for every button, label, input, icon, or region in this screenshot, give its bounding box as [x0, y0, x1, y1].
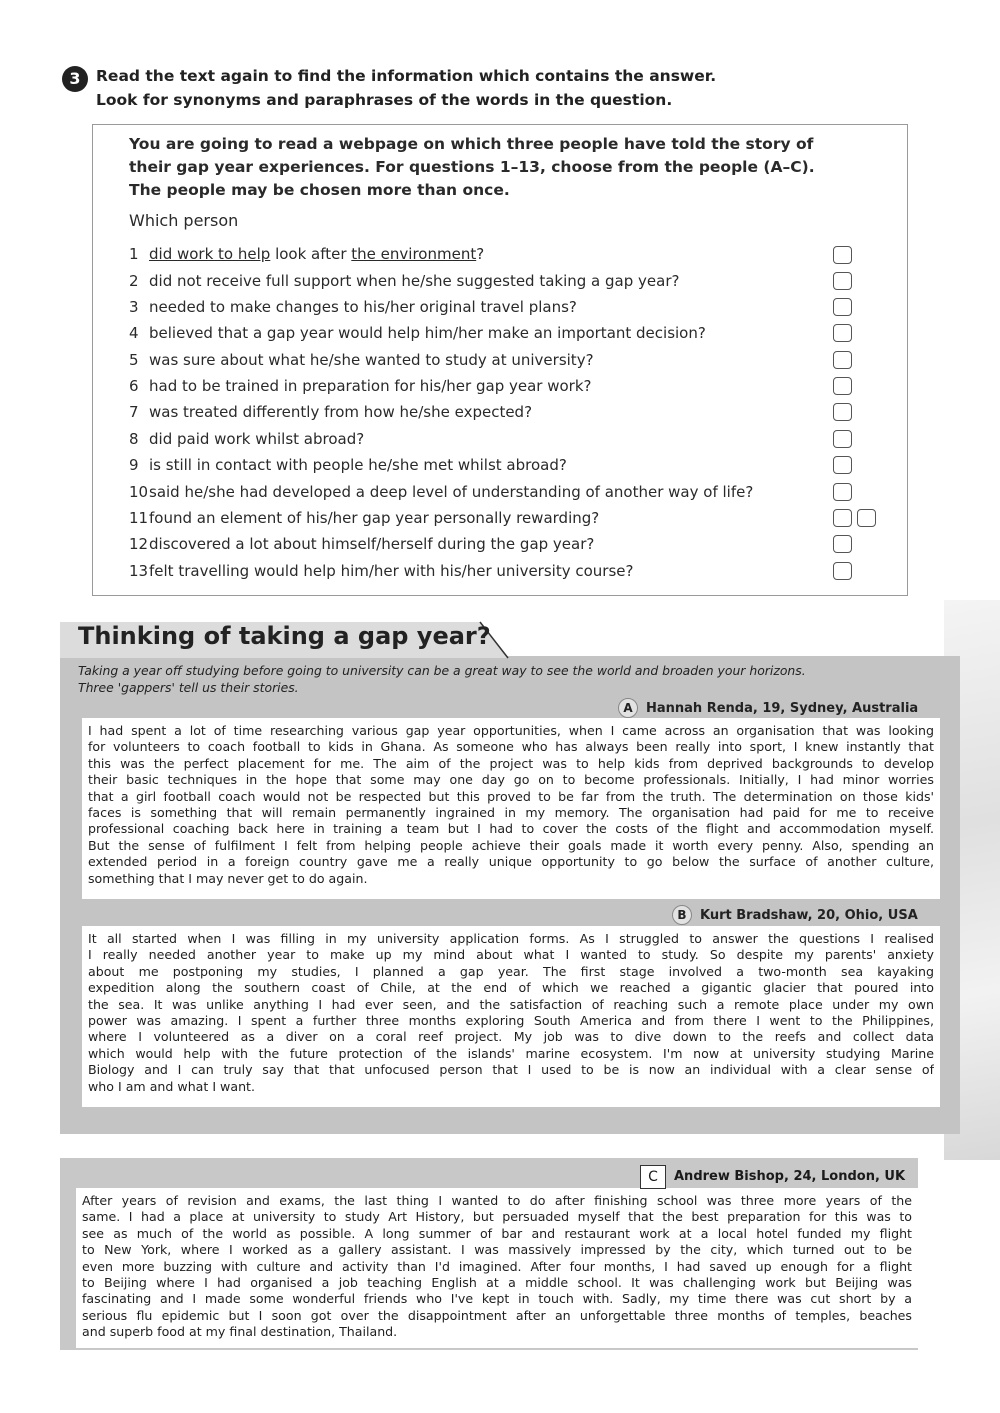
question-text: needed to make changes to his/her original travel plans?: [149, 298, 577, 316]
question-10: [129, 483, 753, 501]
q1-underlined-1: did work to help: [149, 245, 271, 263]
question-text: did not receive full support when he/she suggested taking a gap year?: [149, 272, 680, 290]
story-line: about me postponing my studies, I planned a gap year. The first stage involved a two-month sea kayaking: [88, 963, 934, 979]
question-text: had to be trained in preparation for his/her gap year work?: [149, 377, 592, 395]
person-letter-box-c: C: [640, 1165, 666, 1189]
answer-box-1[interactable]: [833, 246, 852, 264]
question-13: [129, 562, 633, 580]
story-line: Biology and I can truly say that that unfocused person that I used to be is now an individual with a clear sense of: [88, 1062, 934, 1078]
story-line: to New York, where I worked as a gallery assistant. I was massively impressed by the city, which turned out to be: [82, 1242, 912, 1258]
question-5: [129, 351, 594, 369]
question-number: 4: [129, 324, 139, 342]
story-line: I had spent a lot of time researching various gap year opportunities, when I came across an organisation that was looking: [88, 723, 934, 738]
person-b-story: [82, 926, 940, 1107]
q1-mark: ?: [476, 245, 485, 263]
question-2: [129, 272, 679, 290]
story-line: It all started when I was filling in my university application forms. As I struggled to answer the questions I realised: [88, 931, 934, 946]
question-text: found an element of his/her gap year personally rewarding?: [149, 509, 600, 527]
question-8: [129, 430, 364, 448]
story-line: But the sense of fulfilment I felt from helping people achieve their goals made it worth every penny. Also, spending an: [88, 837, 934, 853]
answer-box-3[interactable]: [833, 298, 852, 316]
story-line: something that I may never get to do again.: [88, 870, 368, 886]
story-line: After years of revision and exams, the last thing I wanted to do after finishing school was three more years of the: [82, 1193, 912, 1208]
answer-box-12[interactable]: [833, 535, 852, 553]
answer-box-13[interactable]: [833, 562, 852, 580]
question-12: [129, 535, 594, 553]
story-line: and superb food at my final destination, Thailand.: [82, 1324, 398, 1340]
task-box: [92, 124, 908, 596]
question-text: discovered a lot about himself/herself during the gap year?: [149, 535, 595, 553]
question-6: [129, 377, 591, 395]
question-4: [129, 324, 706, 342]
question-number: 3: [129, 298, 139, 316]
question-number: 5: [129, 351, 139, 369]
exercise-number-badge: 3: [62, 66, 88, 92]
answer-box-5[interactable]: [833, 351, 852, 369]
answer-box-11a[interactable]: [833, 509, 852, 527]
answer-box-10[interactable]: [833, 483, 852, 501]
q1-text: look after: [270, 245, 352, 263]
person-c-story: [76, 1188, 918, 1348]
question-number: 2: [129, 272, 139, 290]
story-line: even more buzzing with culture and activity than I'd imagined. After four months, I had saved up enough for a flight: [82, 1258, 912, 1274]
answer-box-6[interactable]: [833, 377, 852, 395]
question-3: [129, 298, 577, 316]
answer-box-9[interactable]: [833, 456, 852, 474]
instruction-line-2: Look for synonyms and paraphrases of the words in the question.: [96, 91, 673, 109]
person-a-heading: [618, 698, 918, 718]
article-title: Thinking of taking a gap year?: [78, 622, 491, 650]
question-1: [129, 245, 484, 263]
question-number: 1: [129, 245, 139, 263]
question-text: was sure about what he/she wanted to study at university?: [149, 351, 594, 369]
question-number: 9: [129, 456, 139, 474]
story-line: power was amazing. I spent a further three months exploring South America and from there I went to the Philippines,: [88, 1013, 934, 1029]
story-line: where I volunteered as a diver on a coral reef project. My job was to dive down to the reefs and collect data: [88, 1029, 934, 1045]
answer-box-2[interactable]: [833, 272, 852, 290]
question-text: was treated differently from how he/she expected?: [149, 403, 533, 421]
question-9: [129, 456, 567, 474]
story-line: their basic techniques in the hope that some may one day go on to become professionals. Initially, I had minor worries: [88, 772, 934, 788]
person-c-name: Andrew Bishop, 24, London, UK: [674, 1169, 906, 1184]
story-line: to Beijing where I had organised a job teaching English at a middle school. It was challenging work but Beijing was: [82, 1275, 912, 1291]
task-intro: [129, 133, 815, 202]
story-line: same. I had a place at university to study Art History, but persuaded myself that the best preparation for this was to: [82, 1209, 912, 1225]
person-letter-badge: B: [672, 905, 692, 925]
story-line: for volunteers to coach football to kids in Ghana. As someone who has always been really into sport, I knew instantly that: [88, 739, 934, 755]
person-name: Kurt Bradshaw, 20, Ohio, USA: [700, 908, 918, 923]
answer-box-7[interactable]: [833, 403, 852, 421]
instruction-line-1: Read the text again to find the information which contains the answer.: [96, 67, 717, 85]
which-person-heading: Which person: [129, 211, 239, 230]
story-line: who I am and what I want.: [88, 1078, 255, 1094]
story-line: professional coaching back here in training a team but I had to cover the costs of the flight and accommodation myself.: [88, 821, 934, 837]
task-intro-line-1: You are going to read a webpage on which three people have told the story of: [129, 135, 814, 153]
article-lead: [78, 662, 806, 696]
question-text: is still in contact with people he/she met whilst abroad?: [149, 456, 567, 474]
question-number: 7: [129, 403, 139, 421]
task-intro-line-3: The people may be chosen more than once.: [129, 181, 510, 199]
story-line: serious flu epidemic but I soon got over the disappointment after an unforgettable three months of temples, beaches: [82, 1307, 912, 1323]
story-line: expedition along the southern coast of Chile, at the end of which we reached a gigantic glacier that poured into: [88, 980, 934, 996]
question-7: [129, 403, 532, 421]
story-line: I really needed another year to make up my mind about what I wanted to study. So despite my parents' anxiety: [88, 947, 934, 963]
answer-box-4[interactable]: [833, 324, 852, 342]
question-number: 10: [129, 483, 149, 501]
article-lead-line-1: Taking a year off studying before going to university can be a great way to see the world and broaden your horizons.: [78, 663, 806, 678]
q1-underlined-2: the environment: [351, 245, 477, 263]
article-section: [60, 604, 960, 1134]
question-number: 6: [129, 377, 139, 395]
question-number: 8: [129, 430, 139, 448]
question-text: felt travelling would help him/her with his/her university course?: [149, 562, 634, 580]
question-text: believed that a gap year would help him/her make an important decision?: [149, 324, 706, 342]
question-text: said he/she had developed a deep level of understanding of another way of life?: [149, 483, 754, 501]
story-line: extended period in a foreign country gave me a really unique opportunity to go below the surface of another culture,: [88, 854, 934, 870]
story-line: fascinating and I made some wonderful friends who I've kept in touch with. Sadly, my time there was cut short by a: [82, 1291, 912, 1307]
task-intro-line-2: their gap year experiences. For questions 1–13, choose from the people (A–C).: [129, 158, 815, 176]
story-line: which would help with the future protection of the islands' marine ecosystem. I'm now at university studying Marine: [88, 1045, 934, 1061]
article-lead-line-2: Three 'gappers' tell us their stories.: [78, 680, 299, 695]
story-line: see as much of the world as possible. A long summer of bar and restaurant work at a local hotel funded my flight: [82, 1225, 912, 1241]
answer-box-11b[interactable]: [857, 509, 876, 527]
person-a-story: [82, 718, 940, 899]
person-b-heading: [672, 905, 918, 925]
story-line: this was the perfect placement for me. The aim of the project was to help kids from deprived backgrounds to develop: [88, 755, 934, 771]
question-number: 13: [129, 562, 149, 580]
answer-box-8[interactable]: [833, 430, 852, 448]
story-line: the sea. It was unlike anything I had ever seen, and the satisfaction of reaching such a remote place under my own: [88, 996, 934, 1012]
story-line: faces is something that will remain permanently ingrained in my memory. The organisation had paid for me to receive: [88, 805, 934, 821]
person-letter-badge: A: [618, 698, 638, 718]
person-name: Hannah Renda, 19, Sydney, Australia: [646, 701, 919, 716]
story-line: that a girl football coach would not be respected but this proved to be far from the truth. The determination on those kids': [88, 788, 934, 804]
question-number: 11: [129, 509, 149, 527]
question-number: 12: [129, 535, 149, 553]
question-11: [129, 509, 599, 527]
question-text: did paid work whilst abroad?: [149, 430, 365, 448]
